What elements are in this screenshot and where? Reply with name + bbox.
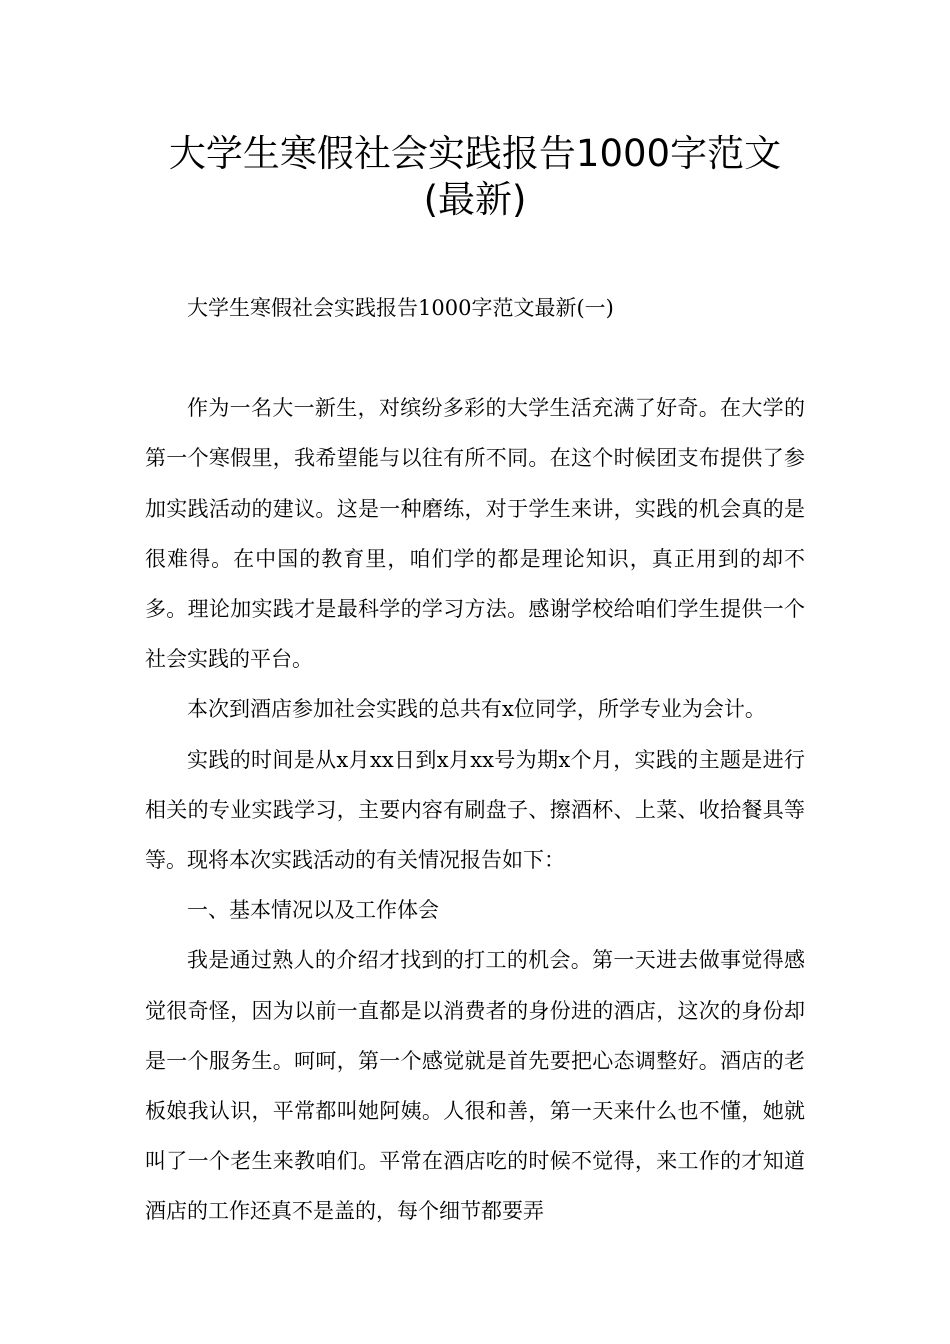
- document-title-line-1: 大学生寒假社会实践报告1000字范文: [168, 132, 782, 175]
- section-subtitle: 大学生寒假社会实践报告1000字范文最新(一): [187, 296, 614, 320]
- section-heading-basic-situation: 一、基本情况以及工作体会: [187, 898, 439, 923]
- paragraph-practice-time: 实践的时间是从x月xx日到x月xx号为期x个月，实践的主题是进行相关的专业实践学习，主要内容有刷盘子、擦酒杯、上菜、收拾餐具等等。现将本次实践活动的有关情况报告如下：: [145, 747, 805, 873]
- document-body: [145, 283, 805, 1237]
- paragraph-participants: 本次到酒店参加社会实践的总共有x位同学，所学专业为会计。: [187, 697, 766, 722]
- document-title-line-2: (最新): [423, 178, 527, 221]
- paragraph-work-experience: 我是通过熟人的介绍才找到的打工的机会。第一天进去做事觉得感觉很奇怪，因为以前一直都是以消费者的身份进的酒店，这次的身份却是一个服务生。呵呵，第一个感觉就是首先要把心态调整好。酒店的老板娘我认识，平常都叫她阿姨。人很和善，第一天来什么也不懂，她就叫了一个老生来教咱们。平常在酒店吃的时候不觉得，来工作的才知道酒店的工作还真不是盖的，每个细节都要弄: [145, 948, 805, 1224]
- paragraph-intro: 作为一名大一新生，对缤纷多彩的大学生活充满了好奇。在大学的第一个寒假里，我希望能与以往有所不同。在这个时候团支布提供了参加实践活动的建议。这是一种磨练，对于学生来讲，实践的机会真的是很难得。在中国的教育里，咱们学的都是理论知识，真正用到的却不多。理论加实践才是最科学的学习方法。感谢学校给咱们学生提供一个社会实践的平台。: [145, 396, 805, 672]
